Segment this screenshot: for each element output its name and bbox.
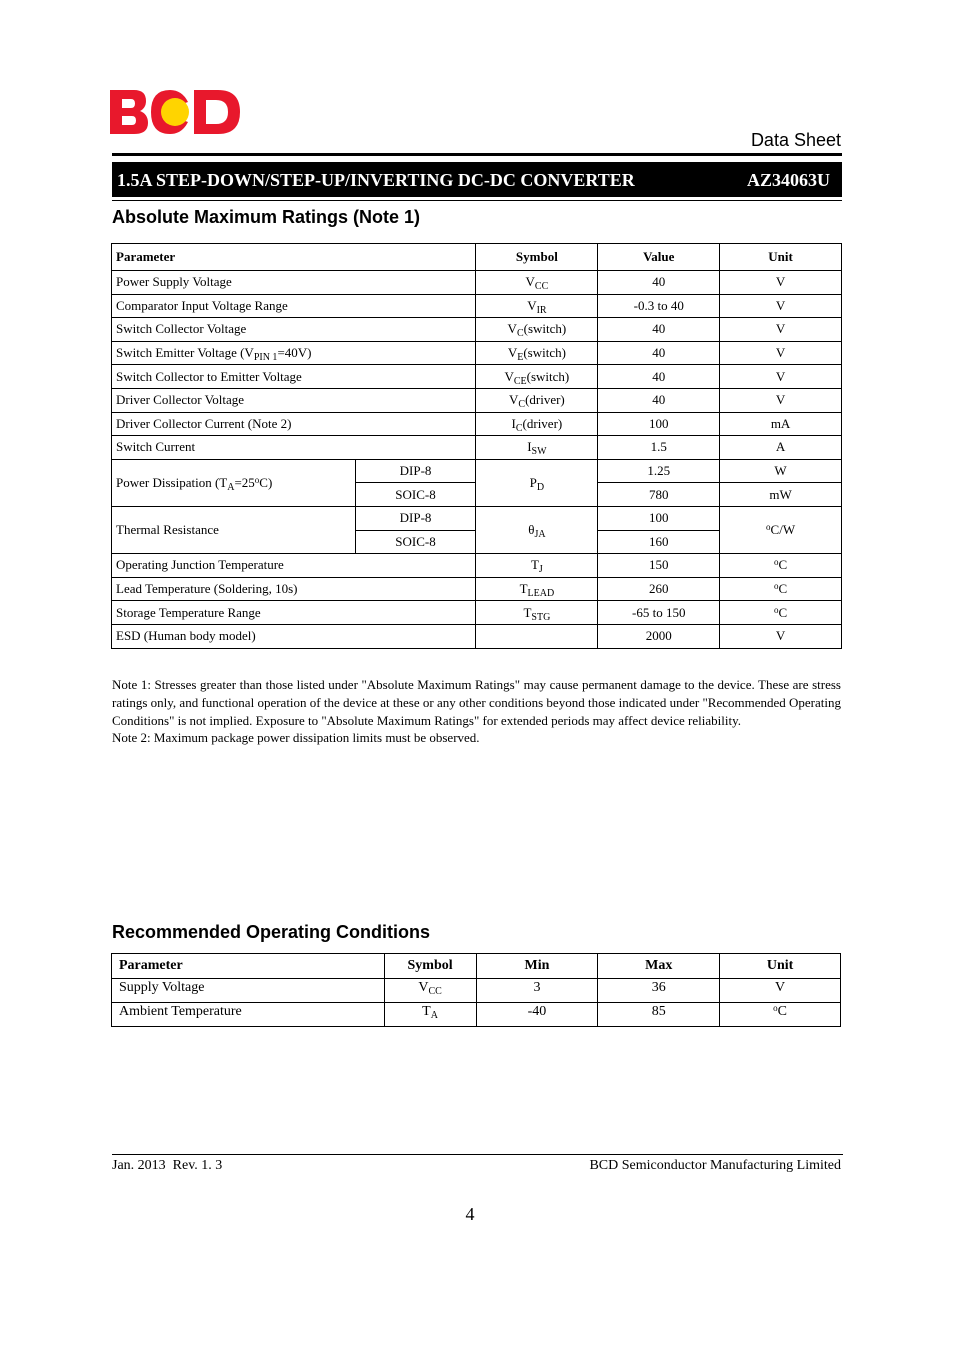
table-row: Switch Collector to Emitter Voltage $V_{CE}(switch)$ 40 V	[112, 365, 842, 389]
roc-heading: Recommended Operating Conditions	[112, 922, 431, 942]
note-2: Note 2: Maximum package power dissipation limits must be observed.	[112, 730, 480, 746]
table-row: Power Supply Voltage $V_{CC}$ 40 V	[112, 271, 842, 295]
title-underline	[112, 200, 842, 201]
col-max: Max	[598, 954, 720, 979]
table-row: Driver Collector Voltage $V_C(driver)$ 40 V	[112, 388, 842, 412]
title-bar	[112, 162, 842, 197]
footer-company: BCD Semiconductor Manufacturing Limited	[589, 1158, 841, 1173]
col-unit: Unit	[720, 244, 842, 271]
col-symbol: Symbol	[384, 954, 476, 979]
footer-rule	[112, 1154, 843, 1155]
header-rule	[112, 153, 842, 156]
note-1: Note 1: Stresses greater than those listed under "Absolute Maximum Ratings" may cause permanent damage to the device. These are stress ratings only, and functional operation of the device at these or any other conditions beyond those indicated under "Recommended Operating Conditions" is not implied. Exposure to "Absolute Maximum Ratings" for extended periods may affect device reliability.	[112, 677, 841, 728]
table-row: Power Dissipation $(T_A=25^oC)$ DIP-8 $P_D$ 1.25 W	[112, 459, 842, 483]
table-header-row	[112, 954, 841, 979]
col-symbol: Symbol	[476, 244, 598, 271]
table-row: Switch Collector Voltage $V_C(switch)$ 40 V	[112, 318, 842, 342]
col-min: Min	[476, 954, 598, 979]
col-parameter: Parameter	[112, 244, 476, 271]
table-row: Ambient Temperature $T_A$ -40 85 $^o$C	[112, 1003, 841, 1027]
bcd-logo	[110, 88, 242, 136]
col-value: Value	[598, 244, 720, 271]
recommended-operating-conditions-table	[111, 953, 841, 1027]
table-row: Switch Current $I_{SW}$ 1.5 A	[112, 436, 842, 460]
table-row: ESD (Human body model) 2000 V	[112, 624, 842, 648]
table-row: Driver Collector Current (Note 2) $I_C(driver)$ 100 mA	[112, 412, 842, 436]
table-row: Lead Temperature (Soldering, 10s) $T_{LEAD}$ 260 $^o$C	[112, 577, 842, 601]
footer-date-revision: Jan. 2013 Rev. 1. 3	[112, 1158, 223, 1173]
table-row: Thermal Resistance DIP-8 $\theta_{JA}$ 100 $^o$C/W	[112, 506, 842, 530]
part-number: AZ34063U	[746, 170, 830, 190]
amr-heading: Absolute Maximum Ratings (Note 1)	[112, 207, 421, 227]
doc-type: Data Sheet	[750, 130, 841, 150]
table-row: Supply Voltage $V_{CC}$ 3 36 V	[112, 979, 841, 1003]
col-parameter: Parameter	[112, 954, 385, 979]
page-number: 4	[465, 1204, 475, 1224]
table-row: Comparator Input Voltage Range $V_{IR}$ -0.3 to 40 V	[112, 294, 842, 318]
col-unit: Unit	[720, 954, 841, 979]
notes	[112, 676, 841, 747]
table-row: SOIC-8 780 mW	[112, 483, 842, 507]
table-row: Switch Emitter Voltage $(V_{PIN 1}=40V)$ $V_E(switch)$ 40 V	[112, 341, 842, 365]
doc-title: 1.5A STEP-DOWN/STEP-UP/INVERTING DC-DC CONVERTER	[117, 170, 635, 190]
table-row: SOIC-8 160	[112, 530, 842, 554]
table-row: Operating Junction Temperature $T_J$ 150 $^o$C	[112, 554, 842, 578]
absolute-maximum-ratings-table	[111, 243, 842, 649]
table-header-row	[112, 244, 842, 271]
table-row: Storage Temperature Range $T_{STG}$ -65 to 150 $^o$C	[112, 601, 842, 625]
